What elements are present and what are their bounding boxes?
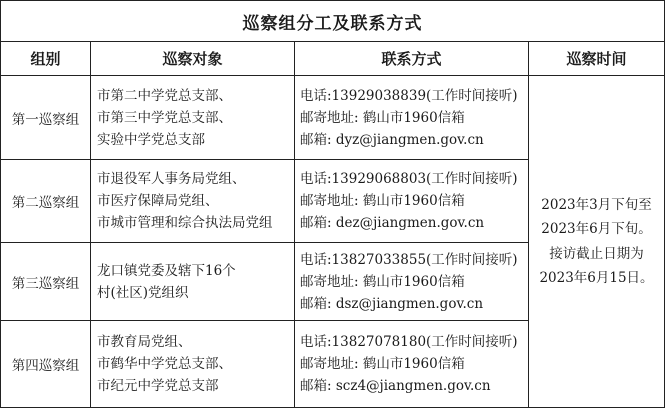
phone-text: 电话:13929068803(工作时间接听) bbox=[300, 171, 518, 187]
address-text: 邮寄地址: 鹤山市1960信箱 bbox=[300, 273, 465, 290]
table-title: 巡察组分工及联系方式 bbox=[1, 1, 665, 42]
inspection-time bbox=[529, 76, 665, 408]
target-line: 市教育局党组、 bbox=[97, 334, 192, 350]
target-line: 市退役军人事务局党组、 bbox=[97, 171, 246, 187]
email-link[interactable]: 邮箱: scz4@jiangmen.gov.cn bbox=[300, 378, 491, 394]
address-text: 邮寄地址: 鹤山市1960信箱 bbox=[300, 356, 465, 372]
address-text: 邮寄地址: 鹤山市1960信箱 bbox=[300, 109, 465, 126]
target-line: 龙口镇党委及辖下16个 bbox=[97, 262, 236, 279]
header-group: 组别 bbox=[1, 42, 91, 76]
target-line: 市第三中学党总支部、 bbox=[97, 109, 232, 126]
group-name: 第四巡察组 bbox=[1, 321, 91, 408]
group-name: 第一巡察组 bbox=[1, 76, 91, 160]
target-line: 市第二中学党总支部、 bbox=[97, 87, 232, 104]
inspection-targets bbox=[91, 76, 295, 160]
header-contact: 联系方式 bbox=[295, 42, 529, 76]
contact-info bbox=[295, 160, 529, 243]
email-link[interactable]: 邮箱: dez@jiangmen.gov.cn bbox=[300, 215, 485, 231]
phone-text: 电话:13827078180(工作时间接听) bbox=[300, 334, 518, 350]
target-line: 村(社区)党组织 bbox=[97, 284, 189, 301]
target-line: 市纪元中学党总支部 bbox=[97, 378, 219, 394]
inspection-targets bbox=[91, 243, 295, 321]
email-link[interactable]: 邮箱: dsz@jiangmen.gov.cn bbox=[300, 295, 484, 312]
time-line: 2023年6月15日。 bbox=[539, 270, 654, 286]
inspection-targets bbox=[91, 160, 295, 243]
phone-text: 电话:13929038839(工作时间接听) bbox=[300, 87, 518, 104]
contact-info bbox=[295, 321, 529, 408]
target-line: 实验中学党总支部 bbox=[97, 131, 205, 148]
time-line: 2023年3月下旬至 bbox=[541, 196, 652, 213]
address-text: 邮寄地址: 鹤山市1960信箱 bbox=[300, 193, 465, 209]
target-line: 市城市管理和综合执法局党组 bbox=[97, 215, 273, 231]
inspection-targets bbox=[91, 321, 295, 408]
time-line: 2023年6月下旬。 bbox=[541, 221, 652, 237]
table-row bbox=[1, 76, 665, 160]
target-line: 市医疗保障局党组、 bbox=[97, 193, 219, 209]
target-line: 市鹤华中学党总支部、 bbox=[97, 356, 232, 372]
group-name: 第三巡察组 bbox=[1, 243, 91, 321]
header-time: 巡察时间 bbox=[529, 42, 665, 76]
group-name: 第二巡察组 bbox=[1, 160, 91, 243]
contact-info bbox=[295, 243, 529, 321]
contact-info bbox=[295, 76, 529, 160]
email-link[interactable]: 邮箱: dyz@jiangmen.gov.cn bbox=[300, 131, 484, 148]
time-line: 接访截止日期为 bbox=[549, 245, 644, 262]
header-targets: 巡察对象 bbox=[91, 42, 295, 76]
phone-text: 电话:13827033855(工作时间接听) bbox=[300, 251, 518, 268]
